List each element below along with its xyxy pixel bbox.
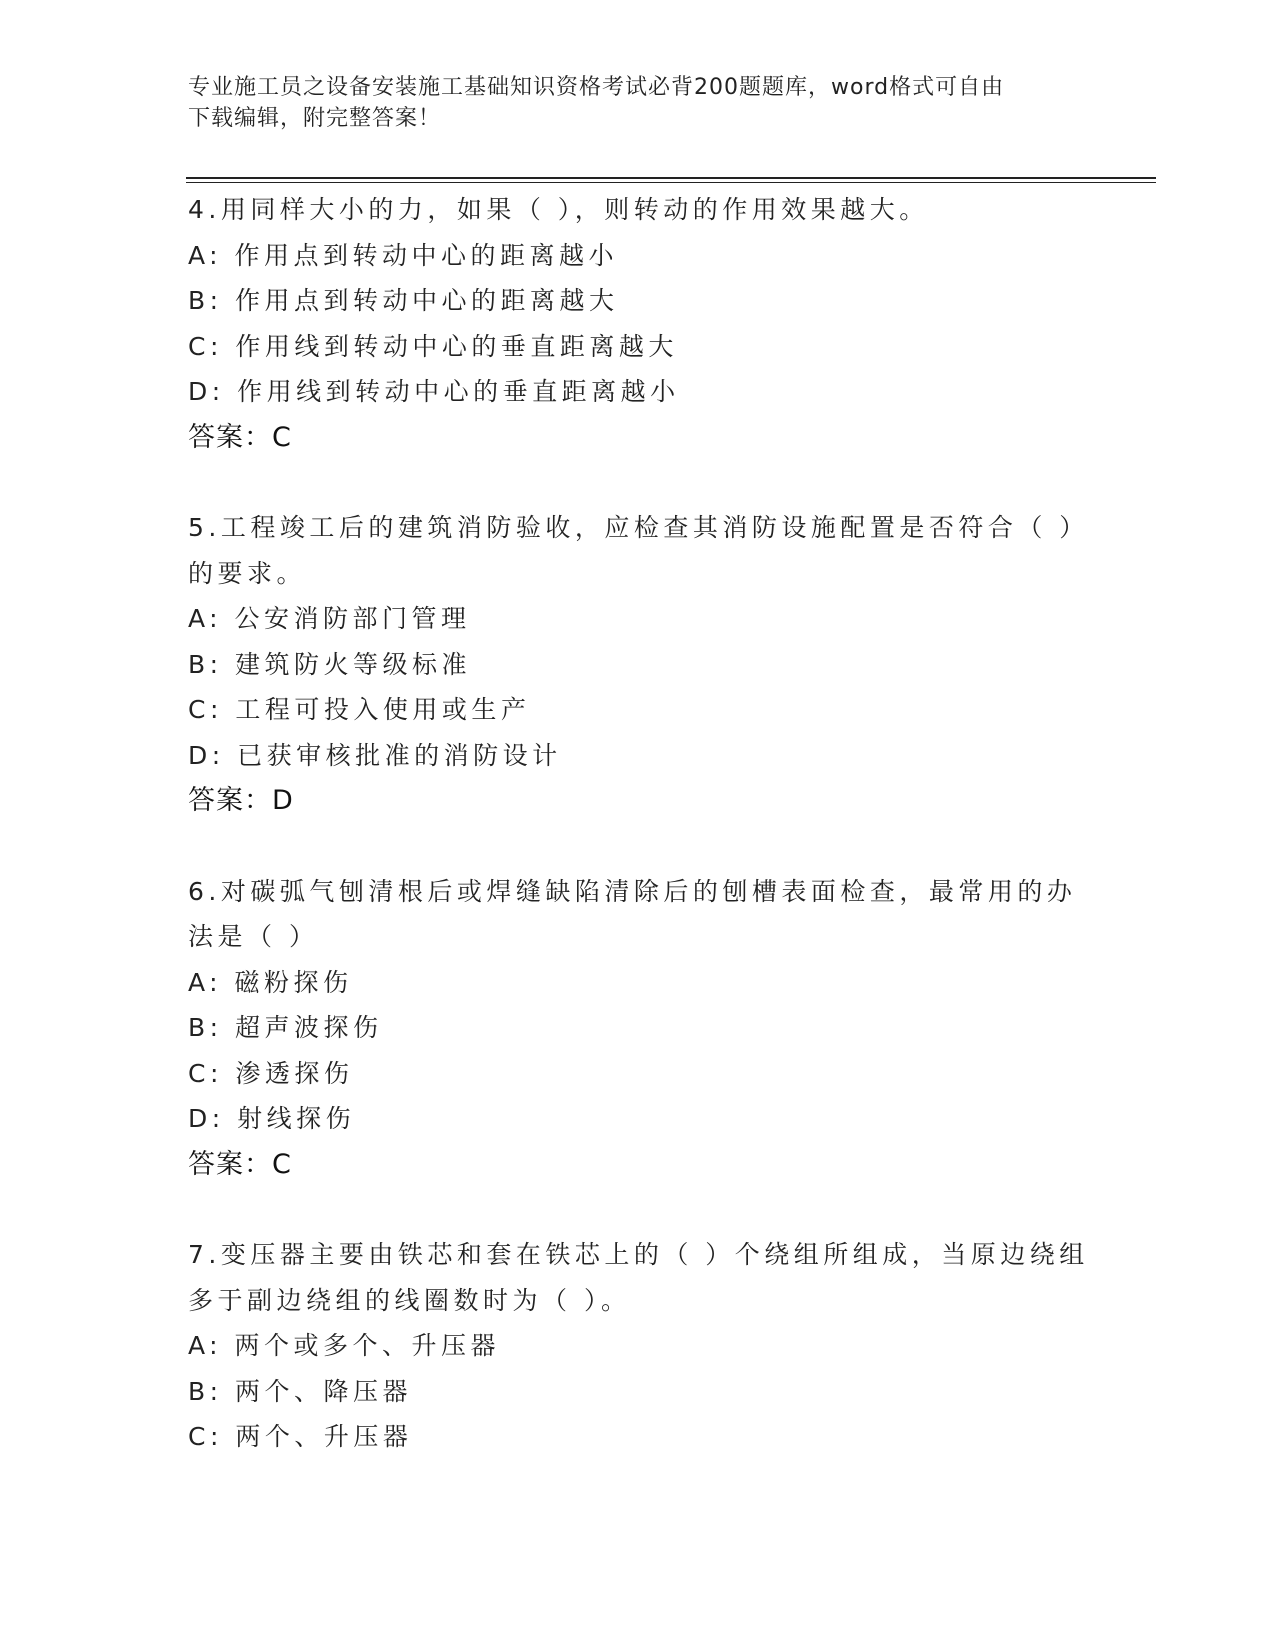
question-7: [188, 1232, 1088, 1460]
answer-line: 答案：D: [188, 785, 294, 816]
option-c: C: 作用线到转动中心的垂直距离越大: [188, 331, 678, 361]
option-b: B: 两个、降压器: [188, 1376, 413, 1406]
option-d: D: 已获审核批准的消防设计: [188, 740, 562, 770]
header-divider-thick: [186, 177, 1156, 179]
question-5: [188, 505, 1088, 824]
option-c: C: 两个、升压器: [188, 1422, 413, 1451]
option-d: D: 射线探伤: [188, 1104, 356, 1133]
question-stem-continued: 法是（ ）: [188, 922, 319, 951]
header-line-2: 下载编辑，附完整答案！: [188, 106, 442, 131]
option-c: C: 渗透探伤: [188, 1058, 354, 1088]
option-d: D: 作用线到转动中心的垂直距离越小: [188, 377, 680, 406]
option-c: C: 工程可投入使用或生产: [188, 695, 531, 724]
question-stem-continued: 多于副边绕组的线圈数时为（ ）。: [188, 1285, 631, 1315]
question-6: [188, 869, 1088, 1188]
question-list: [188, 187, 1088, 1505]
answer-line: 答案：C: [188, 421, 292, 453]
option-b: B: 超声波探伤: [188, 1013, 383, 1042]
option-a: A: 磁粉探伤: [188, 967, 353, 997]
answer-line: 答案：C: [188, 1148, 292, 1180]
option-b: B: 建筑防火等级标准: [188, 649, 472, 679]
question-4: [188, 187, 1088, 460]
document-header: [188, 72, 1088, 134]
option-b: B: 作用点到转动中心的距离越大: [188, 286, 619, 315]
question-stem: 4.用同样大小的力，如果（ ），则转动的作用效果越大。: [188, 195, 929, 224]
option-a: A: 作用点到转动中心的距离越小: [188, 240, 619, 270]
header-divider-thin: [186, 182, 1156, 183]
header-line-1: 专业施工员之设备安装施工基础知识资格考试必背200题题库，word格式可自由: [188, 75, 1005, 100]
question-stem: 5.工程竣工后的建筑消防验收，应检查其消防设施配置是否符合（ ）: [188, 513, 1089, 542]
question-stem: 6.对碳弧气刨清根后或焊缝缺陷清除后的刨槽表面检查，最常用的办: [188, 876, 1077, 906]
option-a: A: 公安消防部门管理: [188, 604, 471, 633]
question-stem-continued: 的要求。: [188, 558, 307, 588]
question-stem: 7.变压器主要由铁芯和套在铁芯上的（ ）个绕组所组成，当原边绕组: [188, 1240, 1089, 1269]
option-a: A: 两个或多个、升压器: [188, 1331, 501, 1360]
